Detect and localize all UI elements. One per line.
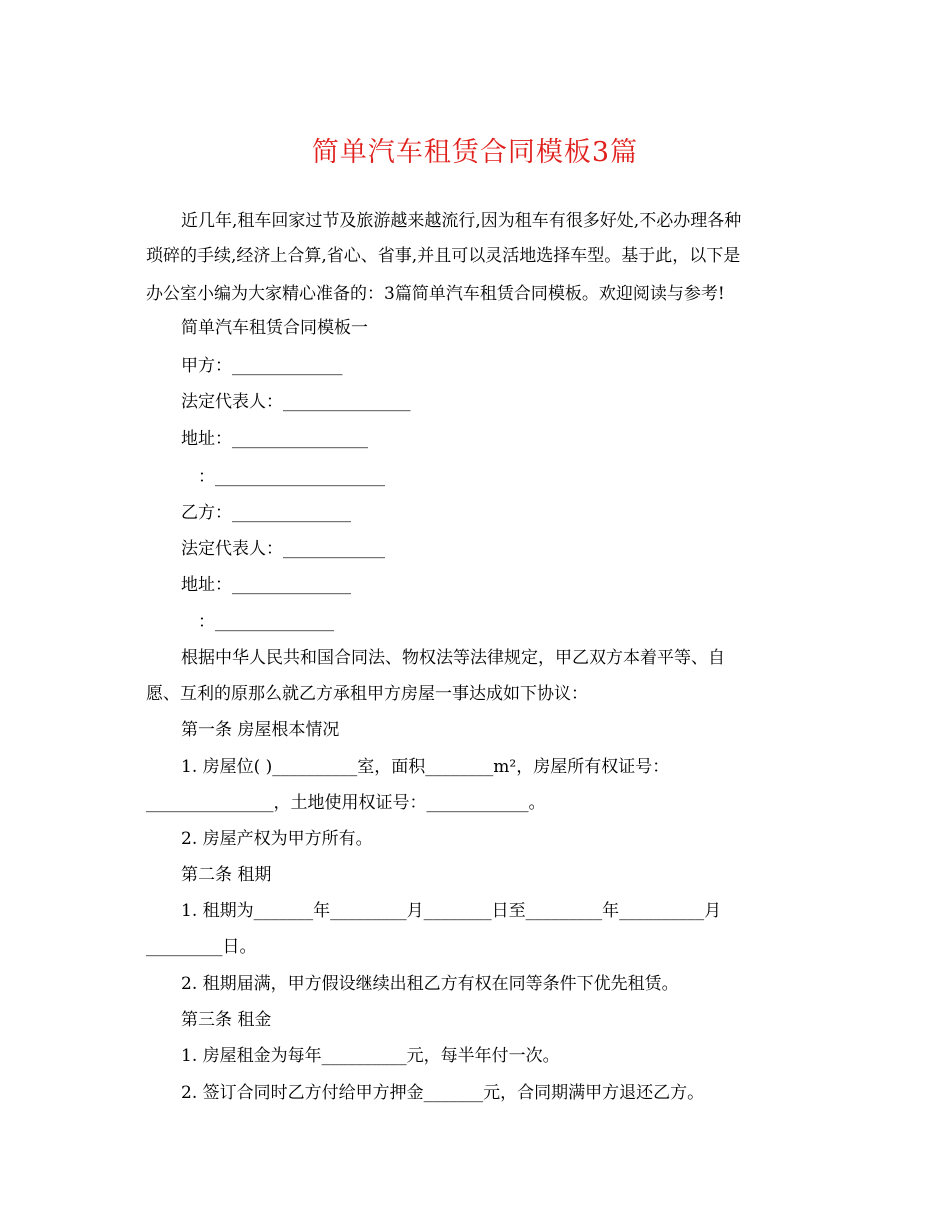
form-field-line: 乙方：______________ <box>181 503 351 523</box>
paragraph-line: 近几年,租车回家过节及旅游越来越流行,因为租车有很多好处,不必办理各种 <box>181 211 742 231</box>
form-field-line: 法定代表人：_______________ <box>181 392 411 412</box>
form-field-line: ：____________________ <box>181 467 385 487</box>
article-heading: 第一条 房屋根本情况 <box>181 720 340 740</box>
paragraph-line: 琐碎的手续,经济上合算,省心、省事,并且可以灵活地选择车型。基于此，以下是 <box>146 246 741 266</box>
paragraph-line: 愿、互利的原那么就乙方承租甲方房屋一事达成如下协议： <box>146 684 588 704</box>
clause-line: 2. 房屋产权为甲方所有。 <box>181 829 373 849</box>
clause-line: 1. 租期为_______年_________月________日至_________年__________月 <box>181 901 722 921</box>
paragraph-line: 根据中华人民共和国合同法、物权法等法律规定，甲乙双方本着平等、自 <box>181 648 725 668</box>
article-heading: 第三条 租金 <box>181 1010 272 1030</box>
section-heading: 简单汽车租赁合同模板一 <box>181 318 368 338</box>
clause-line: 2. 租期届满，甲方假设继续出租乙方有权在同等条件下优先租赁。 <box>181 974 679 994</box>
document-title: 简单汽车租赁合同模板3篇 <box>311 137 639 168</box>
clause-line: _________日。 <box>146 937 257 957</box>
clause-line: _______________，土地使用权证号：____________。 <box>146 793 546 813</box>
clause-line: 1. 房屋租金为每年__________元，每半年付一次。 <box>181 1046 560 1066</box>
form-field-line: 法定代表人：____________ <box>181 539 385 559</box>
form-field-line: 地址：________________ <box>181 429 368 449</box>
paragraph-line: 办公室小编为大家精心准备的：3篇简单汽车租赁合同模板。欢迎阅读与参考! <box>146 284 725 304</box>
clause-line: 1. 房屋位( )__________室，面积________m²，房屋所有权证号： <box>181 757 670 777</box>
form-field-line: ：______________ <box>181 612 334 632</box>
form-field-line: 甲方：_____________ <box>181 356 343 376</box>
form-field-line: 地址：______________ <box>181 575 351 595</box>
clause-line: 2. 签订合同时乙方付给甲方押金_______元，合同期满甲方退还乙方。 <box>181 1083 705 1103</box>
article-heading: 第二条 租期 <box>181 865 272 885</box>
